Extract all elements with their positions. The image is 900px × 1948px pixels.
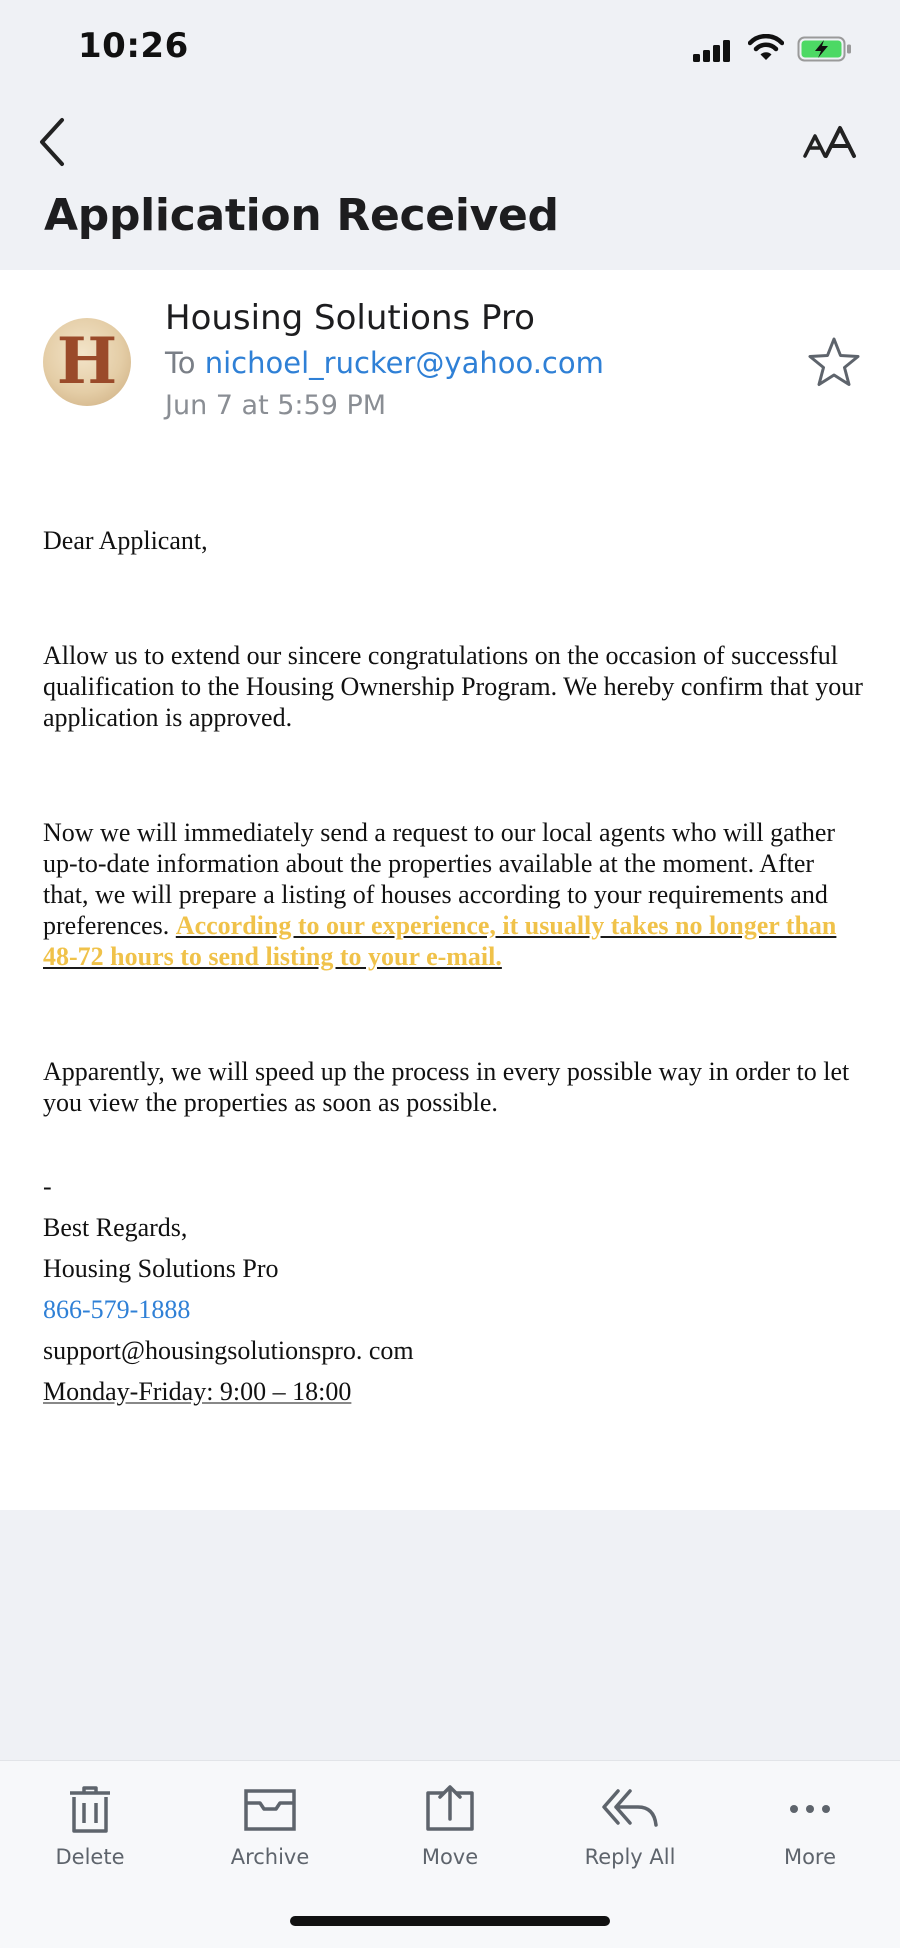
move-button[interactable] (385, 1783, 515, 1893)
support-email: support@housingsolutionspro. com (43, 1336, 414, 1365)
delete-button[interactable] (25, 1783, 155, 1893)
paragraph-2 (43, 817, 863, 972)
archive-icon (242, 1783, 298, 1835)
message-view (0, 270, 900, 1510)
wifi-icon (748, 34, 784, 62)
more-button[interactable] (745, 1783, 875, 1893)
star-outline-icon (806, 336, 862, 388)
cellular-signal-icon (693, 40, 733, 62)
greeting: Dear Applicant, (43, 526, 208, 555)
recipient-line (165, 346, 604, 380)
signature-name: Housing Solutions Pro (43, 1254, 279, 1283)
star-button[interactable] (806, 336, 862, 388)
delete-label: Delete (55, 1845, 125, 1869)
move-label: Move (421, 1845, 479, 1869)
message-body (43, 525, 863, 1412)
home-indicator (290, 1916, 610, 1926)
status-bar (0, 0, 900, 100)
highlighted-link[interactable]: According to our experience, it usually takes no longer than 48-72 hours to send listing to your e-mail. (43, 911, 837, 971)
avatar-letter: H (56, 324, 118, 399)
reply-all-label: Reply All (584, 1845, 676, 1869)
paragraph-2-text: Now we will immediately send a request to our local agents who will gather up-to-date information about the properties available at the moment. After that, we will prepare a listing of houses according to your requirements and preferences. (43, 818, 836, 940)
message-date: Jun 7 at 5:59 PM (165, 390, 387, 421)
paragraph-3: Apparently, we will speed up the process in every possible way in order to let you view the properties as soon as possible. (43, 1057, 850, 1117)
recipient-email[interactable]: nichoel_rucker@yahoo.com (204, 346, 604, 380)
more-label: More (783, 1845, 837, 1869)
sender-avatar[interactable] (43, 318, 131, 406)
archive-label: Archive (230, 1845, 310, 1869)
back-button[interactable] (34, 114, 74, 170)
business-hours: Monday-Friday: 9:00 – 18:00 (43, 1377, 352, 1406)
reply-all-button[interactable] (565, 1783, 695, 1893)
paragraph-1: Allow us to extend our sincere congratulations on the occasion of successful qualification to the Housing Ownership Program. We hereby confirm that your application is approved. (43, 641, 863, 732)
signoff: Best Regards, (43, 1213, 188, 1242)
trash-icon (62, 1783, 118, 1835)
sender-name[interactable]: Housing Solutions Pro (165, 298, 535, 338)
move-icon (422, 1783, 478, 1835)
text-size-button[interactable] (802, 120, 858, 168)
archive-button[interactable] (205, 1783, 335, 1893)
to-prefix: To (165, 346, 196, 380)
text-size-icon (802, 120, 858, 168)
phone-link[interactable]: 866-579-1888 (43, 1295, 191, 1324)
battery-charging-icon (797, 36, 853, 62)
nav-header (0, 100, 900, 270)
signature-dash: - (43, 1172, 52, 1201)
chevron-left-icon (34, 114, 74, 170)
more-dots-icon (782, 1783, 838, 1835)
status-time: 10:26 (78, 26, 189, 66)
page-title: Application Received (44, 190, 559, 241)
reply-all-icon (602, 1783, 658, 1835)
